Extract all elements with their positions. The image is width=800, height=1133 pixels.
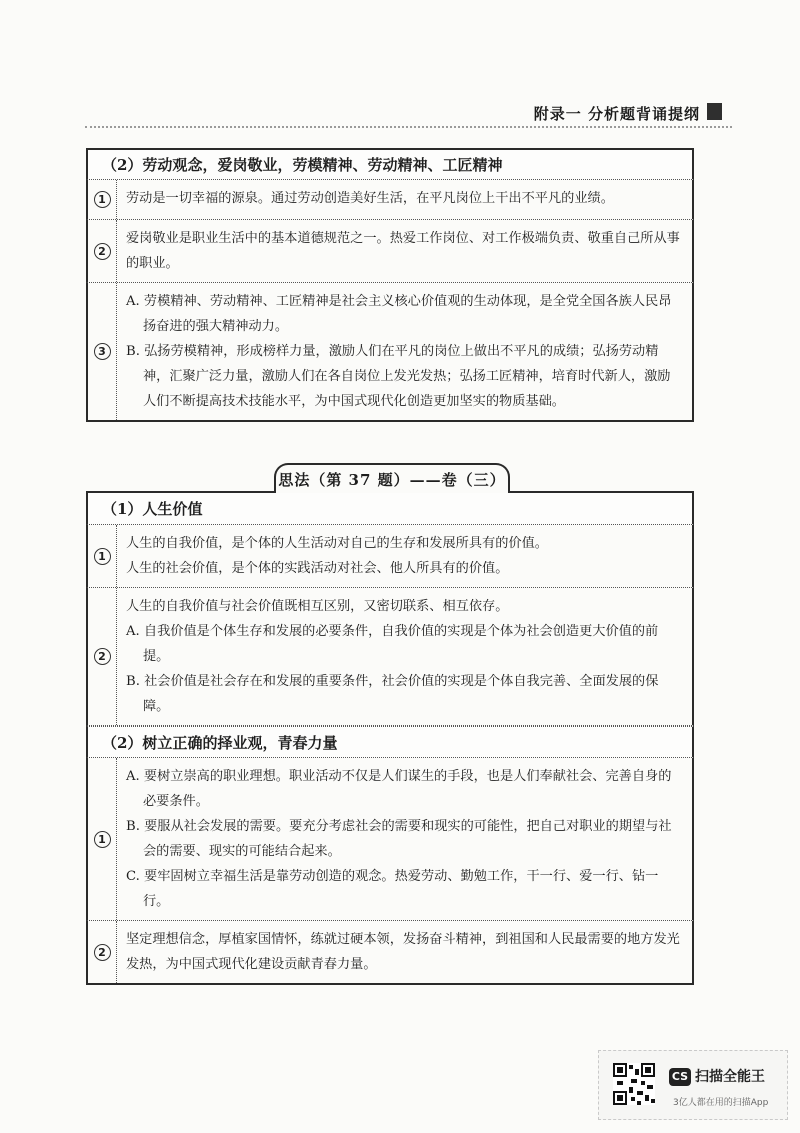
table-row — [86, 921, 694, 985]
watermark-brand: 扫描全能王 — [695, 1069, 765, 1085]
section-heading: （1）人生价值 — [86, 493, 694, 525]
table-row — [86, 525, 694, 588]
text-line: C. 要牢固树立幸福生活是靠劳动创造的观念。热爱劳动、勤勉工作，干一行、爱一行、钻一行。 — [126, 869, 659, 909]
camscanner-logo-icon: CS — [669, 1068, 691, 1086]
text-line: B. 弘扬劳模精神，形成榜样力量，激励人们在平凡的岗位上做出不平凡的成绩；弘扬劳动精神，汇聚广泛力量，激励人们在各自岗位上发光发热；弘扬工匠精神，培育时代新人，激励人们不断提高技术技能水平，为中国式现代化创造更加坚实的物质基础。 — [126, 344, 671, 409]
circled-number: 2 — [94, 648, 111, 665]
row-number — [88, 283, 117, 420]
text-line: A. 要树立崇高的职业理想。职业活动不仅是人们谋生的手段，也是人们奉献社会、完善自身的必要条件。 — [126, 769, 672, 809]
row-number — [88, 758, 117, 920]
running-header-title: 附录一 分析题背诵提纲 — [533, 105, 700, 123]
table-row — [86, 180, 694, 220]
row-number — [88, 588, 117, 725]
row-content — [117, 525, 692, 587]
text-line: B. 要服从社会发展的需要。要充分考虑社会的需要和现实的可能性，把自己对职业的期望与社会的需要、现实的可能结合起来。 — [126, 819, 672, 859]
circled-number: 1 — [94, 831, 111, 848]
row-content — [117, 921, 692, 983]
table-row — [86, 220, 694, 283]
header-square-marker — [707, 103, 722, 120]
row-number — [88, 921, 117, 983]
qr-code-icon — [613, 1063, 655, 1105]
page-header — [0, 98, 800, 128]
text-line: 人生的社会价值，是个体的实践活动对社会、他人所具有的价值。 — [126, 561, 509, 576]
text-line: 人生的自我价值，是个体的人生活动对自己的生存和发展所具有的价值。 — [126, 536, 548, 551]
circled-number: 3 — [94, 343, 111, 360]
text-line: A. 自我价值是个体生存和发展的必要条件，自我价值的实现是个体为社会创造更大价值的前提。 — [126, 624, 659, 664]
text-line: B. 社会价值是社会存在和发展的重要条件，社会价值的实现是个体自我完善、全面发展的保障。 — [126, 674, 659, 714]
row-content — [117, 758, 692, 920]
scanner-watermark — [598, 1050, 788, 1120]
circled-number: 2 — [94, 243, 111, 260]
table-row — [86, 588, 694, 726]
text-line: 爱岗敬业是职业生活中的基本道德规范之一。热爱工作岗位、对工作极端负责、敬重自己所从事的职业。 — [126, 231, 680, 271]
circled-number: 1 — [94, 548, 111, 565]
header-dotted-rule — [85, 126, 732, 128]
row-number — [88, 220, 117, 282]
circled-number: 1 — [94, 191, 111, 208]
row-content — [117, 283, 692, 420]
row-content — [117, 220, 692, 282]
text-line: 坚定理想信念，厚植家国情怀，练就过硬本领，发扬奋斗精神，到祖国和人民最需要的地方发光发热，为中国式现代化建设贡献青春力量。 — [126, 932, 680, 972]
row-content — [117, 588, 692, 725]
watermark-tagline: 3亿人都在用的扫描App — [673, 1098, 769, 1108]
text-line: 劳动是一切幸福的源泉。通过劳动创造美好生活，在平凡岗位上干出不平凡的业绩。 — [126, 191, 614, 206]
row-content — [117, 180, 692, 219]
text-line: 人生的自我价值与社会价值既相互区别，又密切联系、相互依存。 — [126, 599, 509, 614]
table-row — [86, 283, 694, 422]
banner-title: 思法（第 37 题）——卷（三） — [274, 463, 510, 493]
exam-banner — [86, 461, 694, 495]
section-heading: （2）劳动观念，爱岗敬业，劳模精神、劳动精神、工匠精神 — [86, 148, 694, 180]
table-row — [86, 758, 694, 921]
table-life-value — [86, 493, 694, 985]
row-number — [88, 180, 117, 219]
table-labor-spirit — [86, 148, 694, 422]
section-heading: （2）树立正确的择业观，青春力量 — [86, 726, 694, 758]
circled-number: 2 — [94, 944, 111, 961]
row-number — [88, 525, 117, 587]
text-line: A. 劳模精神、劳动精神、工匠精神是社会主义核心价值观的生动体现，是全党全国各族人民昂扬奋进的强大精神动力。 — [126, 294, 672, 334]
